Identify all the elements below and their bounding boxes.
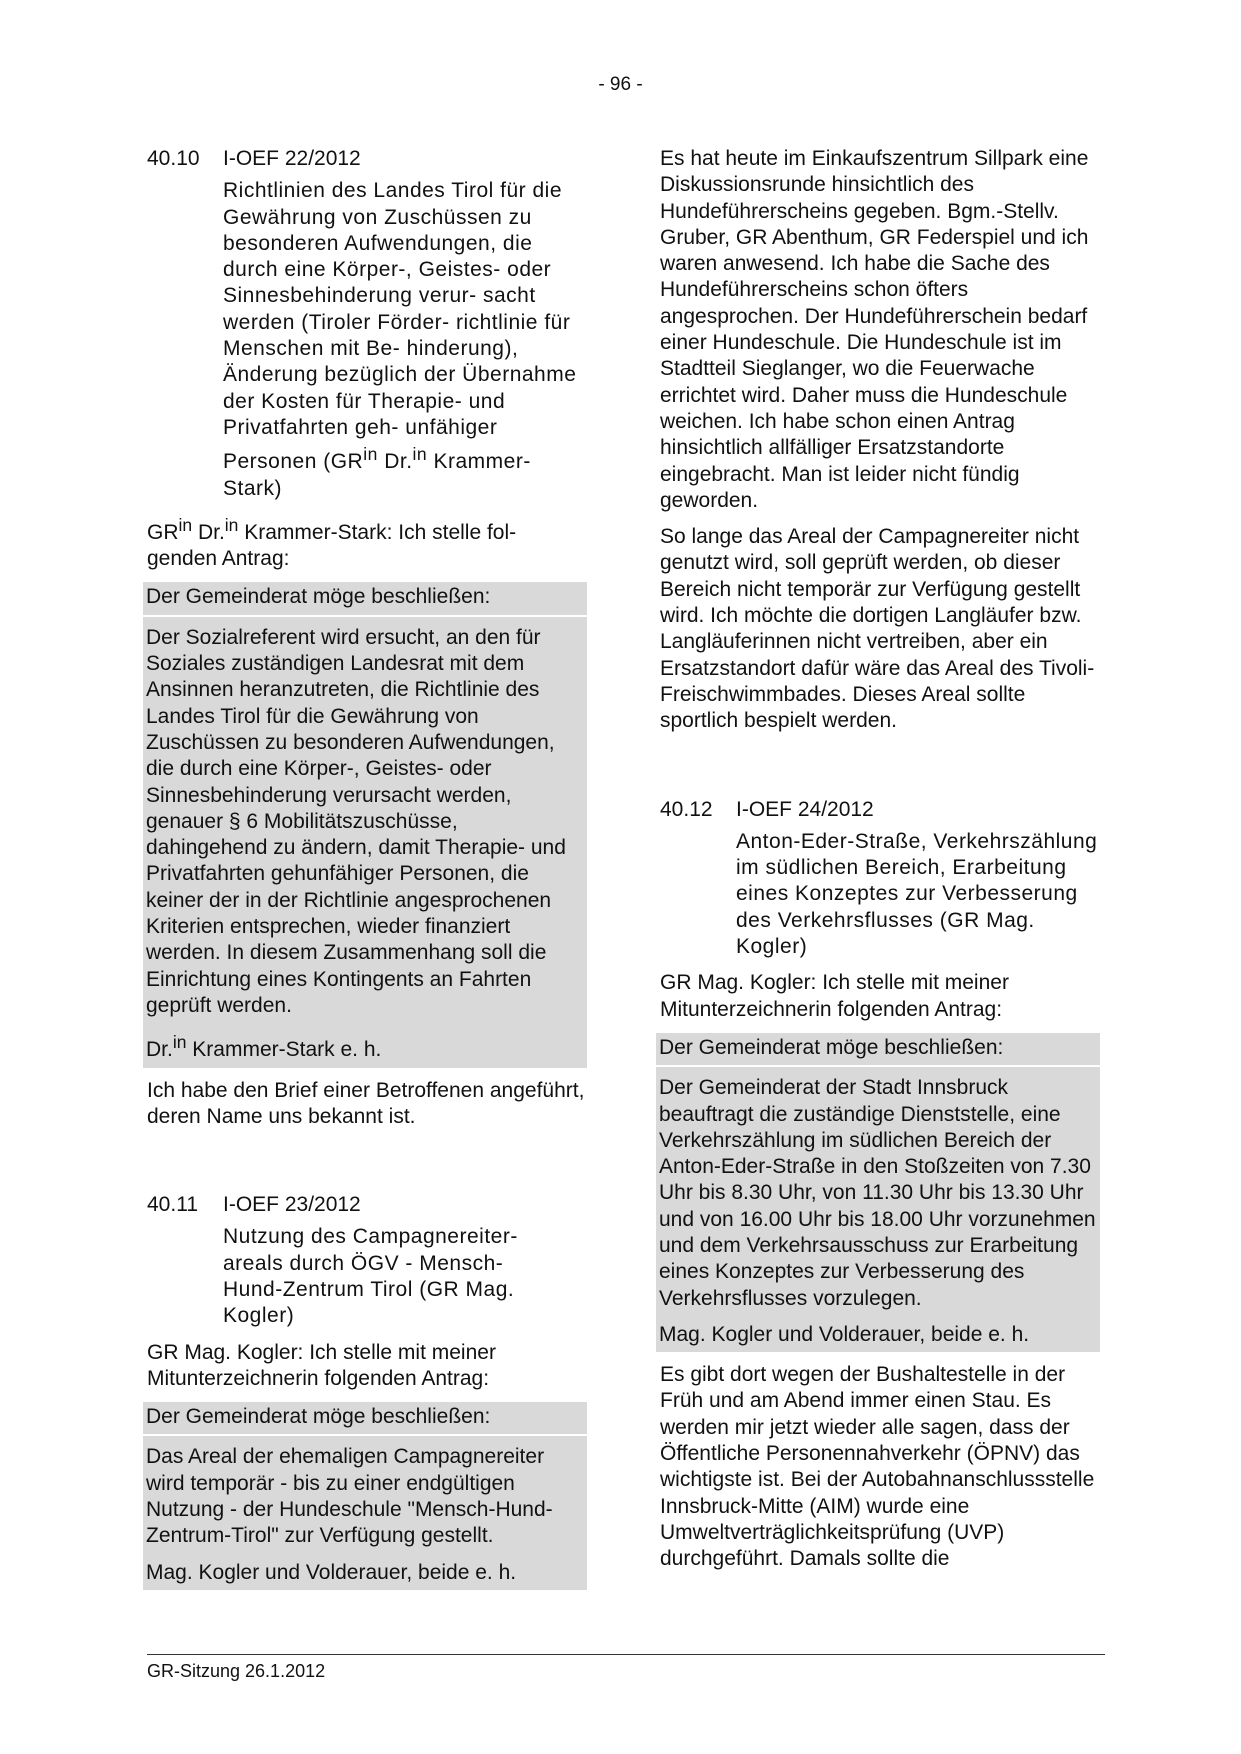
- title-line: oder Sinnesbehinderung verur-: [223, 258, 552, 308]
- motion-box-heading: Der Gemeinderat möge beschließen:: [143, 1404, 587, 1436]
- title-line: die Gewährung von Zuschüssen: [223, 179, 563, 229]
- speech-paragraph: Es hat heute im Einkaufszentrum Sillpark eine Diskussionsrunde hinsichtlich des Hundeführerscheins gegeben. Bgm.-Stellv. Gruber, GR Abenthum, GR Federspiel und ich waren anwesend. Ich habe die Sache des Hundeführerscheins schon öfters angesprochen. Der Hundeführerschein bedarf einer Hundeschule. Die Hundeschule ist im Stadtteil Sieglanger, wo die Feuerwache errichtet wird. Daher muss die Hundeschule weichen. Ich habe schon einen Antrag hinsichtlich allfälliger Ersatzstandorte eingebracht. Man ist leider nicht fündig geworden.: [660, 147, 1089, 512]
- motion-signature: [146, 1029, 584, 1063]
- title-line: sacht werden (Tiroler Förder-: [223, 284, 536, 334]
- title-line: zu besonderen Aufwendungen,: [223, 205, 532, 255]
- footer-divider: [147, 1654, 1105, 1655]
- title-line: unfähiger Personen (GR: [223, 415, 498, 474]
- item-heading: [147, 146, 587, 172]
- speech-paragraph: Ich habe den Brief einer Betroffenen angeführt, deren Name uns bekannt ist.: [147, 1078, 585, 1128]
- speech-paragraph: So lange das Areal der Campagnereiter nicht genutzt wird, soll geprüft werden, ob dieser Bereich nicht temporär zur Verfügung gestellt wird. Ich möchte die dortigen Langläufer bzw. Langläuferinnen nicht vertreiben, aber ein Ersatzstandort dafür wäre das Areal des Tivoli-Freischwimmbades. Dieses Areal sollte sportlich bespielt werden.: [660, 525, 1095, 733]
- right-column: [660, 146, 1100, 1583]
- title-dr: Dr.: [384, 450, 413, 474]
- title-line: die durch eine Körper-, Geistes-: [223, 231, 533, 282]
- item-title: Nutzung des Campagnereiter-areals durch ÖGV - Mensch-Hund-Zentrum Tirol (GR Mag. Kogler): [223, 1225, 518, 1328]
- title-line: Therapie- und Privatfahrten geh-: [223, 389, 506, 439]
- item-code: I-OEF 23/2012: [223, 1193, 361, 1217]
- superscript: in: [412, 444, 428, 465]
- title-line: der Übernahme der Kosten für: [223, 363, 577, 413]
- motion-box-text: Der Gemeinderat der Stadt Innsbruck beauftragt die zuständige Dienststelle, eine Verkehrszählung im südlichen Bereich der Anton-Eder-Straße in den Stoßzeiten von 7.30 Uhr bis 8.30 Uhr, von 11.30 Uhr bis 13.30 Uhr und von 16.00 Uhr bis 18.00 Uhr vorzunehmen und dem Verkehrsausschuss zur Erarbeitung eines Konzeptes zur Verbesserung des Verkehrsflusses vorzulegen.: [659, 1076, 1096, 1310]
- intro-gr: GR: [147, 520, 179, 544]
- item-heading: [147, 1192, 587, 1218]
- title-line: Richtlinien des Landes Tirol für: [223, 179, 527, 203]
- superscript: in: [224, 514, 239, 535]
- speech-paragraph: Es gibt dort wegen der Bushaltestelle in der Früh und am Abend immer einen Stau. Es werden mir jetzt wieder alle sagen, dass der Öffentliche Personennahverkehr (ÖPNV) das wichtigste ist. Bei der Autobahnanschlussstelle Innsbruck-Mitte (AIM) wurde eine Umweltverträglichkeitsprüfung (UVP) durchgeführt. Damals sollte die: [660, 1363, 1095, 1571]
- item-number: 40.11: [147, 1193, 198, 1217]
- item-number: 40.10: [147, 147, 200, 170]
- title-end: Krammer-Stark): [223, 450, 531, 500]
- footer-session-date: GR-Sitzung 26.1.2012: [147, 1661, 326, 1681]
- motion-box-text: Das Areal der ehemaligen Campagnereiter wird temporär - bis zu einer endgültigen Nutzung - der Hundeschule "Mensch-Hund-Zentrum-Tirol" zur Verfügung gestellt.: [146, 1445, 553, 1548]
- item-title: Anton-Eder-Straße, Verkehrszählung im südlichen Bereich, Erarbeitung eines Konzeptes zur Verbesserung des Verkehrsflusses (GR Mag. Kogler): [736, 829, 1098, 959]
- motion-box: [143, 1402, 587, 1590]
- sign-dr: Dr.: [146, 1038, 173, 1062]
- motion-box-heading: Der Gemeinderat möge beschließen:: [143, 584, 587, 616]
- motion-intro: [147, 512, 587, 573]
- motion-box: [143, 582, 587, 1067]
- item-code: I-OEF 22/2012: [223, 147, 361, 170]
- superscript: in: [178, 514, 193, 535]
- item-number: 40.12: [660, 797, 713, 821]
- intro-dr: Dr.: [192, 520, 225, 544]
- intro-line2: genden Antrag:: [147, 547, 290, 571]
- motion-box: [656, 1033, 1100, 1352]
- motion-intro: GR Mag. Kogler: Ich stelle mit meiner Mitunterzeichnerin folgenden Antrag:: [660, 971, 1009, 1021]
- motion-signature: Mag. Kogler und Volderauer, beide e. h.: [659, 1322, 1030, 1346]
- superscript: in: [172, 1032, 187, 1053]
- motion-box-heading: Der Gemeinderat möge beschließen:: [656, 1035, 1100, 1067]
- title-line: richtlinie für Menschen mit Be-: [223, 310, 571, 361]
- intro-rest: Krammer-Stark: Ich stelle fol-: [238, 520, 517, 544]
- item-code: I-OEF 24/2012: [736, 797, 874, 821]
- motion-signature: Mag. Kogler und Volderauer, beide e. h.: [146, 1560, 517, 1584]
- page-number: - 96 -: [598, 74, 643, 95]
- superscript: in: [363, 444, 378, 465]
- motion-intro: GR Mag. Kogler: Ich stelle mit meiner Mitunterzeichnerin folgenden Antrag:: [147, 1340, 496, 1390]
- item-heading: [660, 797, 1100, 823]
- left-column: [147, 146, 587, 1600]
- motion-box-text: Der Sozialreferent wird ersucht, an den für Soziales zuständigen Landesrat mit dem Ansinnen heranzutreten, die Richtlinie des Landes Tirol für die Gewährung von Zuschüssen zu besonderen Aufwendungen, die durch eine Körper-, Geistes- oder Sinnesbehinderung verursacht werden, genauer § 6 Mobilitätszuschüsse, dahingehend zu ändern, damit Therapie- und Privatfahrten gehunfähiger Personen, die keiner der in der Richtlinie angesprochenen Kriterien entsprechen, wieder finanziert werden. In diesem Zusammenhang soll die Einrichtung eines Kontingents an Fahrten geprüft werden.: [146, 625, 566, 1017]
- sign-rest: Krammer-Stark e. h.: [186, 1038, 382, 1062]
- title-line: hinderung), Änderung bezüglich: [223, 337, 519, 387]
- item-title: [223, 178, 587, 502]
